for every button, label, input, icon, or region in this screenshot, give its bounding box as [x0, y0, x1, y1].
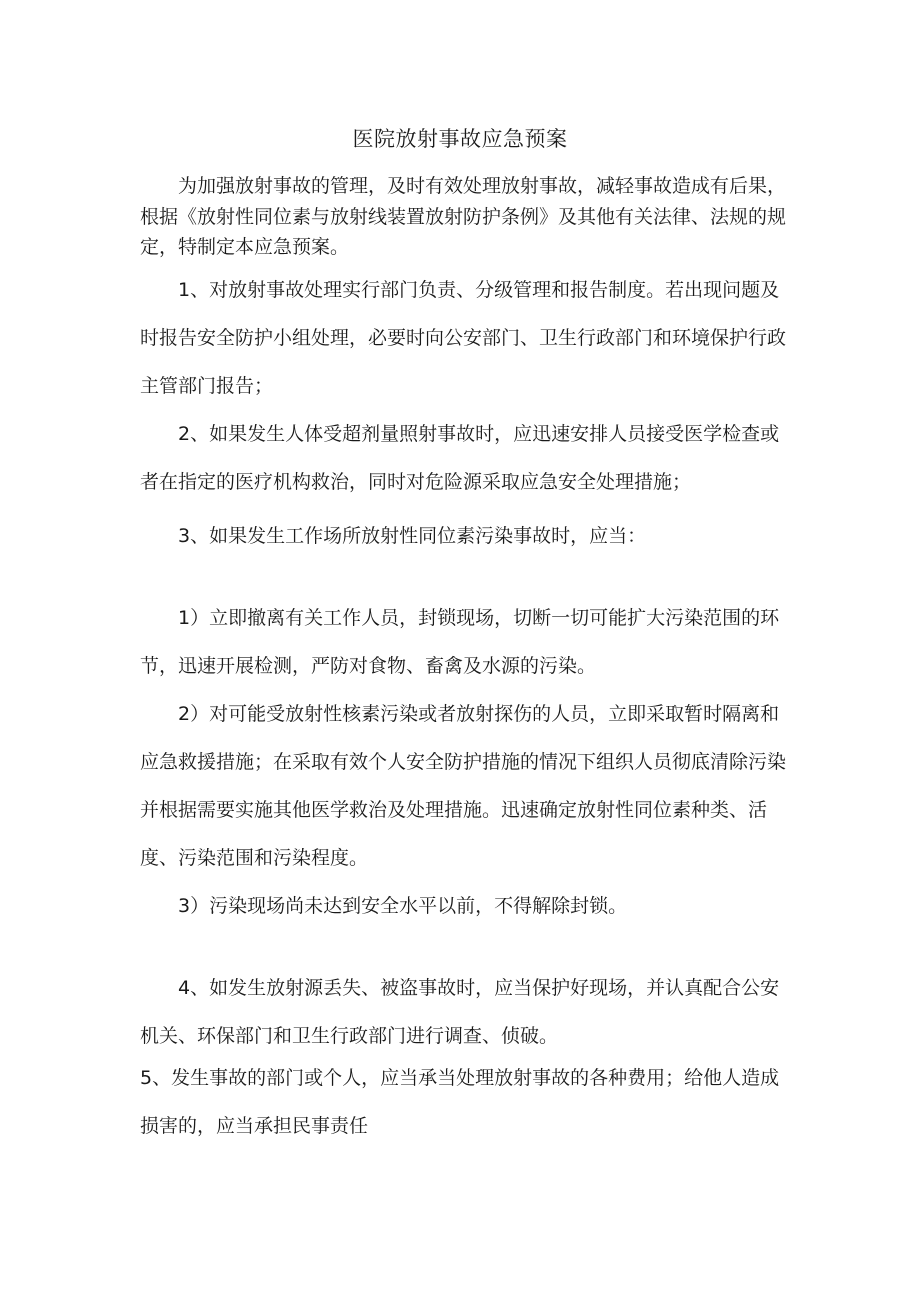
intro-paragraph: 为加强放射事故的管理，及时有效处理放射事故，减轻事故造成有后果，根据《放射性同位素与放射线装置放射防护条例》及其他有关法律、法规的规定，特制定本应急预案。 [140, 175, 787, 258]
item-5-paragraph: 5、发生事故的部门或个人，应当承当处理放射事故的各种费用；给他人造成损害的，应当承担民事责任 [140, 1067, 780, 1137]
item-2-paragraph: 2、如果发生人体受超剂量照射事故时，应迅速安排人员接受医学检查或者在指定的医疗机构救治，同时对危险源采取应急安全处理措施； [140, 423, 780, 493]
document-title: 医院放射事故应急预案 [352, 127, 568, 151]
item-1-paragraph: 1、对放射事故处理实行部门负责、分级管理和报告制度。若出现问题及时报告安全防护小组处理，必要时向公安部门、卫生行政部门和环境保护行政主管部门报告； [140, 279, 787, 397]
item-3-paragraph: 3、如果发生工作场所放射性同位素污染事故时，应当： [178, 525, 647, 547]
item-3-1-paragraph: 1）立即撤离有关工作人员，封锁现场，切断一切可能扩大污染范围的环节，迅速开展检测，严防对食物、畜禽及水源的污染。 [140, 607, 780, 677]
item-3-3-paragraph: 3）污染现场尚未达到安全水平以前，不得解除封锁。 [178, 895, 628, 917]
item-3-2-paragraph: 2）对可能受放射性核素污染或者放射探伤的人员，立即采取暂时隔离和应急救援措施；在采取有效个人安全防护措施的情况下组织人员彻底清除污染并根据需要实施其他医学救治及处理措施。迅速确定放射性同位素种类、活度、污染范围和污染程度。 [140, 703, 787, 869]
item-4-paragraph: 4、如发生放射源丢失、被盗事故时，应当保护好现场，并认真配合公安机关、环保部门和卫生行政部门进行调查、侦破。 [140, 977, 780, 1047]
